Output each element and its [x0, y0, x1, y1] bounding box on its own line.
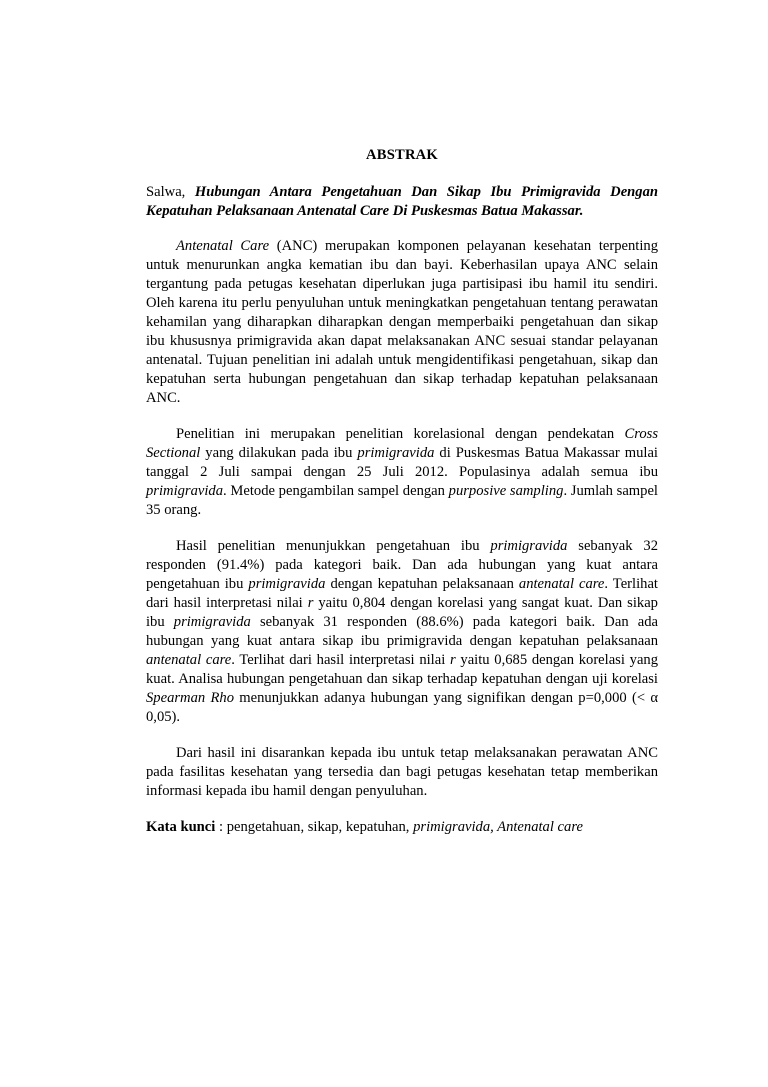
text-span: . Terlihat dari hasil interpretasi nilai [146, 576, 658, 611]
text-span: dengan kepatuhan pelaksanaan [325, 576, 519, 592]
keywords-label: Kata kunci [146, 819, 216, 835]
text-italic: primigravida [248, 576, 326, 592]
text-italic: Cross Sectional [146, 426, 658, 461]
text-span: Penelitian ini merupakan penelitian korelasional dengan pendekatan [176, 426, 625, 442]
text-span: sebanyak 31 responden (88.6%) pada kategori baik. Dan ada hubungan yang kuat antara sikap ibu primigravida dengan kepatuhan pelaksanaan [146, 614, 658, 649]
keywords-line [146, 818, 658, 837]
keywords-list: : pengetahuan, sikap, kepatuhan, [215, 819, 414, 835]
text-span: yaitu 0,685 dengan korelasi yang kuat. Analisa hubungan pengetahuan dan sikap terhadap kepatuhan dengan uji korelasi [146, 652, 659, 687]
paragraph-suggestion [146, 744, 658, 801]
text-italic: primigravida [146, 483, 224, 499]
text-span: (ANC) merupakan komponen pelayanan kesehatan terpenting untuk menurunkan angka kematian ibu dan bayi. Keberhasilan upaya ANC selain tergantung pada petugas kesehatan diperlukan juga partisipasi ibu hamil itu sendiri. Oleh karena itu perlu penyuluhan untuk meningkatkan pengetahuan tentang perawatan kehamilan yang diharapkan diharapkan dengan memperbaiki pengetahuan dan sikap ibu khususnya primigravida akan dapat melaksanakan ANC sesuai standar pelayanan antenatal. Tujuan penelitian ini adalah untuk mengidentifikasi pengetahuan, sikap dan kepatuhan serta hubungan pengetahuan dan sikap terhadap kepatuhan pelaksanaan ANC. [146, 238, 658, 406]
text-span: yang dilakukan pada ibu [200, 445, 358, 461]
text-span: di Puskesmas Batua Makassar mulai tanggal 2 Juli sampai dengan 25 Juli 2012. Populasinya adalah semua ibu [146, 445, 658, 480]
text-span: . Jumlah sampel 35 orang. [146, 483, 658, 518]
page-title: ABSTRAK [366, 147, 438, 163]
text-span: Hasil penelitian menunjukkan pengetahuan ibu [176, 538, 491, 554]
thesis-title-end: . [579, 203, 584, 219]
text-italic: primigravida [173, 614, 251, 630]
text-span: Dari hasil ini disarankan kepada ibu untuk tetap melaksanakan perawatan ANC pada fasilitas kesehatan yang tersedia dan bagi petugas kesehatan tetap memberikan informasi kepada ibu hamil dengan penyuluhan. [146, 745, 658, 799]
text-italic: purposive sampling [448, 483, 564, 499]
abstract-page [146, 146, 658, 837]
author-line [146, 183, 658, 221]
author-name: Salwa, [146, 184, 195, 200]
text-span: yaitu 0,804 dengan korelasi yang sangat kuat. Dan sikap ibu [146, 595, 658, 630]
paragraph-results [146, 537, 658, 727]
text-span: . Metode pengambilan sampel dengan [223, 483, 449, 499]
text-italic: r [307, 595, 314, 611]
text-italic: primigravida [490, 538, 568, 554]
text-italic: Spearman Rho [146, 690, 234, 706]
text-italic: antenatal care [518, 576, 605, 592]
text-span: . Terlihat dari hasil interpretasi nilai [231, 652, 450, 668]
keywords-italic: primigravida, Antenatal care [413, 819, 583, 835]
text-italic: antenatal care [146, 652, 232, 668]
paragraph-intro [146, 237, 658, 408]
thesis-title: Hubungan Antara Pengetahuan Dan Sikap Ibu Primigravida Dengan Kepatuhan Pelaksanaan Antenatal Care Di Puskesmas Batua Makassar [146, 184, 658, 219]
text-italic: r [449, 652, 456, 668]
text-italic: Antenatal Care [176, 238, 270, 254]
text-span: sebanyak 32 responden (91.4%) pada kategori baik. Dan ada hubungan yang kuat antara pengetahuan ibu [146, 538, 658, 592]
text-italic: primigravida [357, 445, 435, 461]
text-span: menunjukkan adanya hubungan yang signifikan dengan p=0,000 (< α 0,05). [146, 690, 658, 725]
paragraph-method [146, 425, 658, 520]
